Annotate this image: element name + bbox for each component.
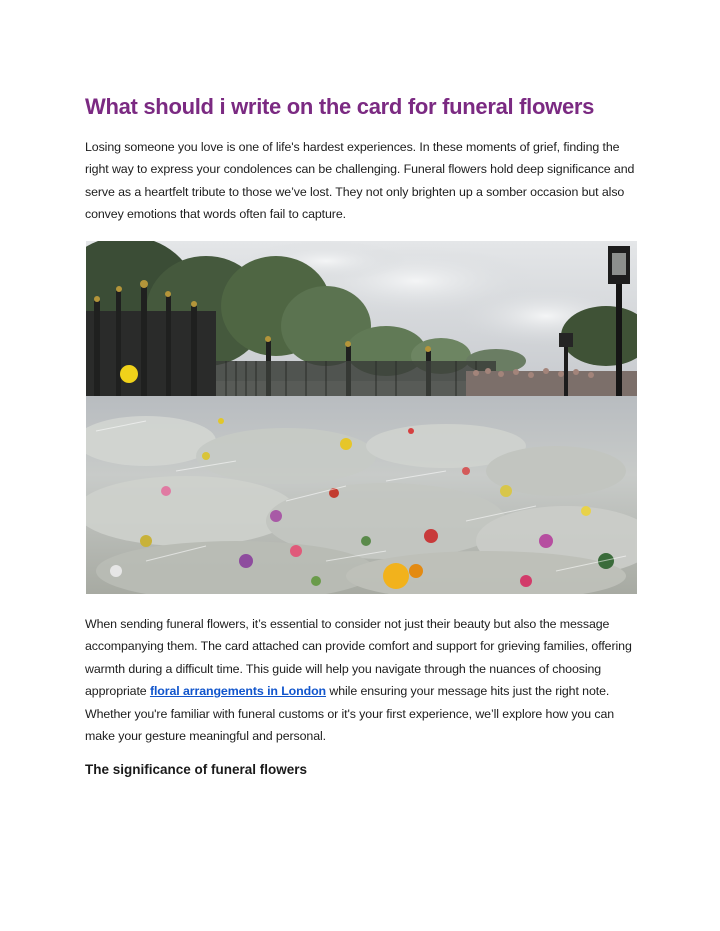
floral-tribute-photo [86, 241, 637, 594]
body-paragraph [85, 613, 637, 747]
intro-paragraph: Losing someone you love is one of life's hardest experiences. In these moments of grief, finding the right way to express your condolences can be challenging. Funeral flowers hold deep significance and serve as a heartfelt tribute to those we’ve lost. They not only brighten up a somber occasion but also convey emotions that words often fail to capture. [85, 140, 635, 222]
body-text-before-link: When sending funeral flowers, it’s essential to consider not just their beauty but also the message accompanying them. The card attached can provide comfort and support for grieving families, offering warmth during a difficult time. This guide will help you navigate through the nuances of choosing appropriate [85, 617, 632, 699]
body-text-after-link: while ensuring your message hits just the right note. Whether you're familiar with funeral customs or it's your first experience, we’ll explore how you can make your gesture meaningful and personal. [85, 684, 615, 744]
page-title: What should i write on the card for funeral flowers [85, 94, 595, 119]
section-heading: The significance of funeral flowers [85, 762, 308, 777]
floral-arrangements-link[interactable]: floral arrangements in London [149, 684, 327, 699]
